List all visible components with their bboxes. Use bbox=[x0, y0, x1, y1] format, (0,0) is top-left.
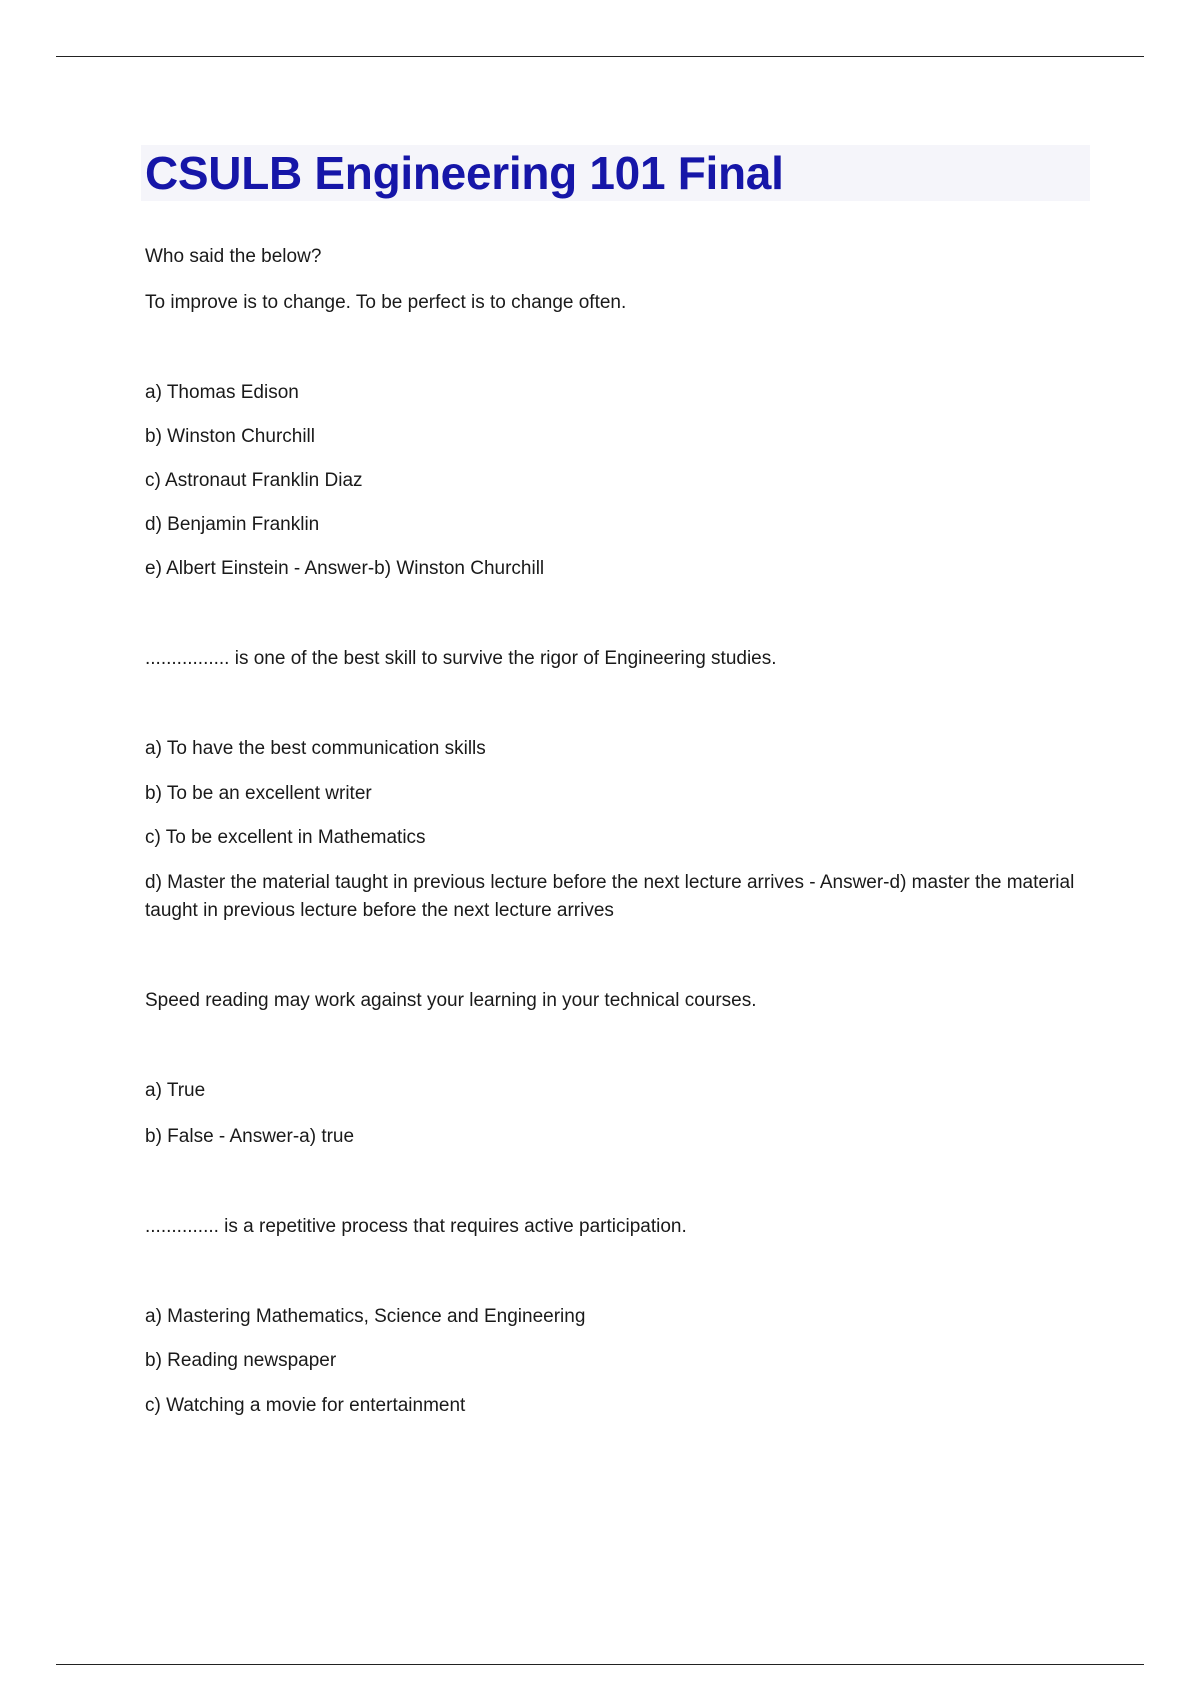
bottom-rule bbox=[56, 1664, 1144, 1665]
question-1-option-d: d) Benjamin Franklin bbox=[145, 514, 320, 535]
question-1 bbox=[145, 243, 1090, 583]
document-body bbox=[145, 145, 1090, 1420]
question-3-option-a: a) True bbox=[145, 1080, 206, 1101]
question-1-option-a: a) Thomas Edison bbox=[145, 382, 299, 403]
question-3 bbox=[145, 987, 1090, 1151]
question-4 bbox=[145, 1213, 1090, 1420]
question-2-prompt: ................ is one of the best skill to survive the rigor of Engineering studies. bbox=[145, 648, 777, 669]
question-2-option-b: b) To be an excellent writer bbox=[145, 783, 372, 804]
question-2-option-c: c) To be excellent in Mathematics bbox=[145, 827, 426, 848]
top-rule bbox=[56, 56, 1144, 57]
question-4-prompt: .............. is a repetitive process that requires active participation. bbox=[145, 1216, 687, 1237]
question-2-option-a: a) To have the best communication skills bbox=[145, 738, 486, 759]
question-1-option-b: b) Winston Churchill bbox=[145, 426, 315, 447]
question-1-prompt: Who said the below? bbox=[145, 246, 322, 267]
question-3-prompt: Speed reading may work against your learning in your technical courses. bbox=[145, 990, 757, 1011]
question-4-option-a: a) Mastering Mathematics, Science and Engineering bbox=[145, 1306, 586, 1327]
question-4-option-b: b) Reading newspaper bbox=[145, 1350, 337, 1371]
question-4-option-c: c) Watching a movie for entertainment bbox=[145, 1395, 466, 1416]
question-1-option-c: c) Astronaut Franklin Diaz bbox=[145, 470, 363, 491]
question-1-option-e: e) Albert Einstein - Answer-b) Winston Churchill bbox=[145, 558, 545, 579]
question-1-quote: To improve is to change. To be perfect is to change often. bbox=[145, 292, 627, 313]
document-title: CSULB Engineering 101 Final bbox=[145, 147, 784, 199]
question-2-option-d: d) Master the material taught in previous lecture before the next lecture arrives - Answer-d) master the material taught in previous lecture before the next lecture arrives bbox=[145, 872, 1075, 921]
question-3-option-b: b) False - Answer-a) true bbox=[145, 1126, 355, 1147]
question-2 bbox=[145, 645, 1090, 925]
title-band bbox=[141, 145, 1090, 201]
